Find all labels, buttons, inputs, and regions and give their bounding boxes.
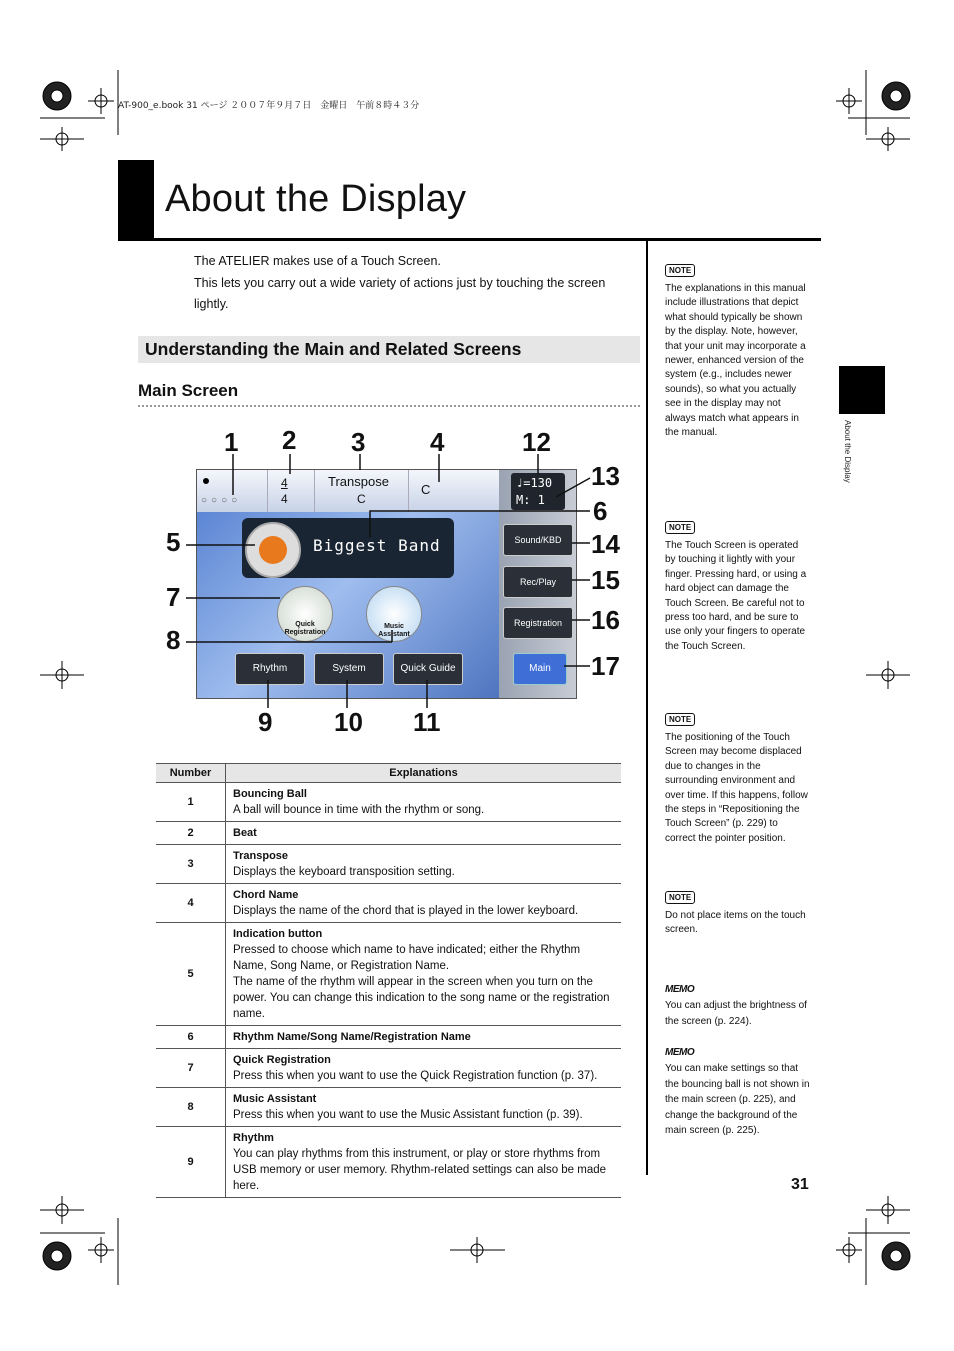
note-badge: NOTE	[665, 713, 695, 726]
table-row	[156, 1026, 621, 1049]
row-number: 4	[156, 884, 226, 923]
beat-top: 4	[281, 476, 288, 490]
callout-1: 1	[224, 427, 239, 457]
row-name: Rhythm Name/Song Name/Registration Name	[233, 1031, 471, 1043]
note-badge: NOTE	[665, 264, 695, 277]
note-4	[665, 887, 810, 938]
row-name: Music Assistant	[233, 1093, 317, 1105]
table-row	[156, 1088, 621, 1127]
row-number: 7	[156, 1049, 226, 1088]
quick-guide-button-label: Quick Guide	[400, 663, 456, 674]
callout-14: 14	[591, 529, 620, 559]
note-text: The positioning of the Touch Screen may become displaced due to changes in the surrounding environment and over time. If this happens, follow the steps in “Repositioning the Touch Screen” (p. 229) to correct the pointer position.	[665, 732, 808, 844]
row-number: 9	[156, 1127, 226, 1198]
row-explanation	[226, 1049, 622, 1088]
row-name: Quick Registration	[233, 1054, 331, 1066]
subsection-title: Main Screen	[138, 381, 239, 400]
row-number: 5	[156, 923, 226, 1026]
row-explanation	[226, 1026, 622, 1049]
memo-2	[665, 1042, 810, 1139]
row-number: 1	[156, 783, 226, 822]
row-name: Transpose	[233, 850, 289, 862]
memo-text: You can make settings so that the bouncing ball is not shown in the main screen (p. 225), and change the background of the main screen (p. 225).	[665, 1063, 810, 1136]
transpose-label: Transpose	[328, 474, 389, 489]
registration-button-label: Registration	[513, 618, 563, 628]
beat-dots: ○○○○	[201, 495, 242, 506]
row-number: 8	[156, 1088, 226, 1127]
row-description: Displays the name of the chord that is played in the lower keyboard.	[233, 905, 579, 917]
table-row	[156, 1049, 621, 1088]
row-explanation	[226, 884, 622, 923]
memo-text: You can adjust the brightness of the screen (p. 224).	[665, 1000, 807, 1027]
row-description: You can play rhythms from this instrument, or play or store rhythms from USB memory or user memory. Rhythm-related settings can also be made here.	[233, 1148, 607, 1192]
callout-9: 9	[258, 707, 273, 737]
note-3	[665, 709, 810, 846]
callout-4: 4	[430, 427, 445, 457]
row-explanation	[226, 783, 622, 822]
table-header-explanations: Explanations	[226, 764, 622, 783]
table-row	[156, 783, 621, 822]
row-description: Pressed to choose which name to have indicated; either the Rhythm Name, Song Name, or Registration Name. The name of the rhythm will appear in the screen when you turn on the power. You can change this indication to the song name or the registration name.	[233, 944, 610, 1020]
quick-registration-label: Quick Registration	[284, 621, 326, 636]
row-number: 2	[156, 822, 226, 845]
rhythm-button-label: Rhythm	[252, 663, 288, 674]
note-badge: NOTE	[665, 521, 695, 534]
callout-13: 13	[591, 461, 620, 491]
page-number: 31	[791, 1176, 809, 1193]
callout-15: 15	[591, 565, 620, 595]
callout-7: 7	[166, 582, 181, 612]
row-name: Indication button	[233, 928, 323, 940]
row-description: A ball will bounce in time with the rhythm or song.	[233, 804, 485, 816]
row-name: Bouncing Ball	[233, 788, 307, 800]
callout-8: 8	[166, 625, 181, 655]
callout-10: 10	[334, 707, 363, 737]
row-explanation	[226, 822, 622, 845]
table-row	[156, 822, 621, 845]
row-number: 6	[156, 1026, 226, 1049]
table-body	[156, 783, 621, 1198]
note-1	[665, 260, 810, 440]
rhythm-name: Biggest Band	[313, 536, 441, 555]
memo-badge: MEMO	[665, 984, 695, 995]
rec-play-button-label: Rec/Play	[519, 577, 556, 587]
note-2	[665, 517, 810, 654]
row-description: Displays the keyboard transposition setting.	[233, 866, 455, 878]
row-description: Press this when you want to use the Quick Registration function (p. 37).	[233, 1070, 598, 1082]
table-row	[156, 845, 621, 884]
memo-badge: MEMO	[665, 1047, 695, 1058]
row-number: 3	[156, 845, 226, 884]
row-explanation	[226, 845, 622, 884]
callout-17: 17	[591, 651, 620, 681]
row-description: Press this when you want to use the Music Assistant function (p. 39).	[233, 1109, 583, 1121]
row-name: Chord Name	[233, 889, 299, 901]
system-button-label: System	[332, 663, 366, 674]
row-name: Beat	[233, 827, 257, 839]
callout-11: 11	[413, 707, 441, 737]
transpose-value: C	[357, 492, 366, 506]
table-row	[156, 1127, 621, 1198]
callout-12: 12	[522, 427, 551, 457]
tempo-value: ♩=130	[516, 476, 553, 490]
callout-16: 16	[591, 605, 620, 635]
note-text: The Touch Screen is operated by touching it lightly with your finger. Pressing hard, or using a hard object can damage the Touch Screen. Be careful not to press too hard, and be sure to use only your fingers to operate the Touch Screen.	[665, 540, 807, 652]
beat-bottom: 4	[281, 492, 288, 506]
music-assistant-label: Music Assistant	[378, 623, 410, 638]
note-text: The explanations in this manual include illustrations that depict what should typically be shown by the display. Note, however, that your unit may incorporate a newer, enhanced version of the system (e.g., includes newer sounds), so what you actually see in the display may not always match what appears in the manual.	[665, 283, 806, 439]
print-header: AT-900_e.book 31 ページ ２００７年９月７日 金曜日 午前８時４３分	[118, 101, 420, 111]
main-button-label: Main	[529, 663, 551, 674]
intro-paragraph-1: The ATELIER makes use of a Touch Screen.	[194, 254, 441, 268]
memo-1	[665, 979, 810, 1029]
callout-3: 3	[351, 427, 366, 457]
chord-name: C	[421, 482, 431, 497]
table-row	[156, 923, 621, 1026]
section-title: Understanding the Main and Related Screens	[145, 339, 522, 359]
row-name: Rhythm	[233, 1132, 274, 1144]
side-tab-label: About the Display	[843, 420, 852, 483]
note-text: Do not place items on the touch screen.	[665, 910, 806, 936]
sound-kbd-button-label: Sound/KBD	[514, 535, 562, 545]
row-explanation	[226, 1127, 622, 1198]
callout-5: 5	[166, 527, 181, 557]
table-row	[156, 884, 621, 923]
callout-2: 2	[282, 425, 297, 455]
note-badge: NOTE	[665, 891, 695, 904]
callout-6: 6	[593, 496, 608, 526]
page-title: About the Display	[165, 178, 467, 220]
explanation-table	[156, 763, 621, 1198]
intro-paragraph-2: This lets you carry out a wide variety of actions just by touching the screen lightly.	[194, 276, 606, 311]
measure-value: M: 1	[516, 493, 545, 507]
table-header-number: Number	[156, 764, 226, 783]
row-explanation	[226, 1088, 622, 1127]
row-explanation	[226, 923, 622, 1026]
